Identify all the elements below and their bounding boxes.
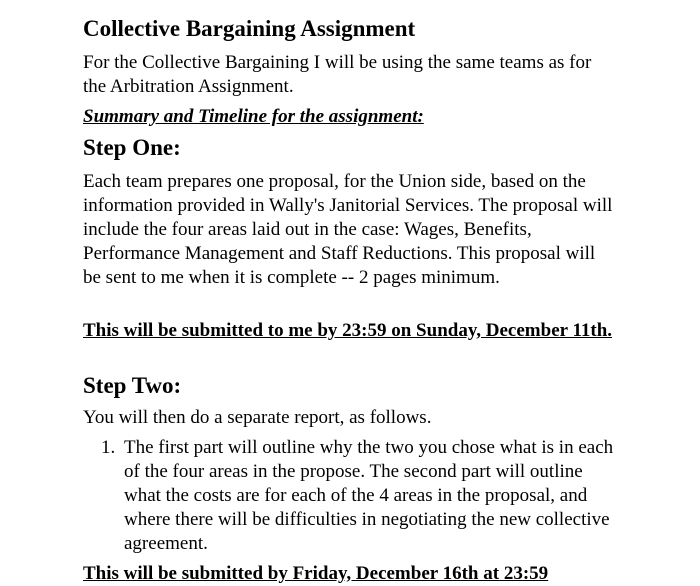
intro-paragraph: For the Collective Bargaining I will be using the same teams as for the Arbitration Assignment.: [83, 52, 592, 97]
list-item-text: The first part will outline why the two you chose what is in each of the four areas in the propose. The second part will outline what the costs are for each of the 4 areas in the proposal, and where there will be difficulties in negotiating the new collective agreement.: [124, 437, 614, 554]
step-one-deadline: This will be submitted to me by 23:59 on Sunday, December 11th.: [83, 320, 613, 341]
step-two-deadline: This will be submitted by Friday, December 16th at 23:59: [83, 563, 549, 584]
step-one-heading: Step One:: [83, 135, 181, 160]
step-two-heading: Step Two:: [83, 373, 182, 398]
document-title: Collective Bargaining Assignment: [83, 16, 416, 41]
summary-heading: Summary and Timeline for the assignment:: [83, 106, 424, 127]
step-two-paragraph: You will then do a separate report, as follows.: [83, 407, 432, 428]
list-item-number: 1.: [101, 437, 116, 458]
step-one-paragraph: Each team prepares one proposal, for the Union side, based on the information provided in Wally's Janitorial Services. The proposal will include the four areas laid out in the case: Wages, Benefits, Performance Management and Staff Reductions. This proposal will be sent to me when it is complete -- 2 pages minimum.: [83, 171, 613, 288]
